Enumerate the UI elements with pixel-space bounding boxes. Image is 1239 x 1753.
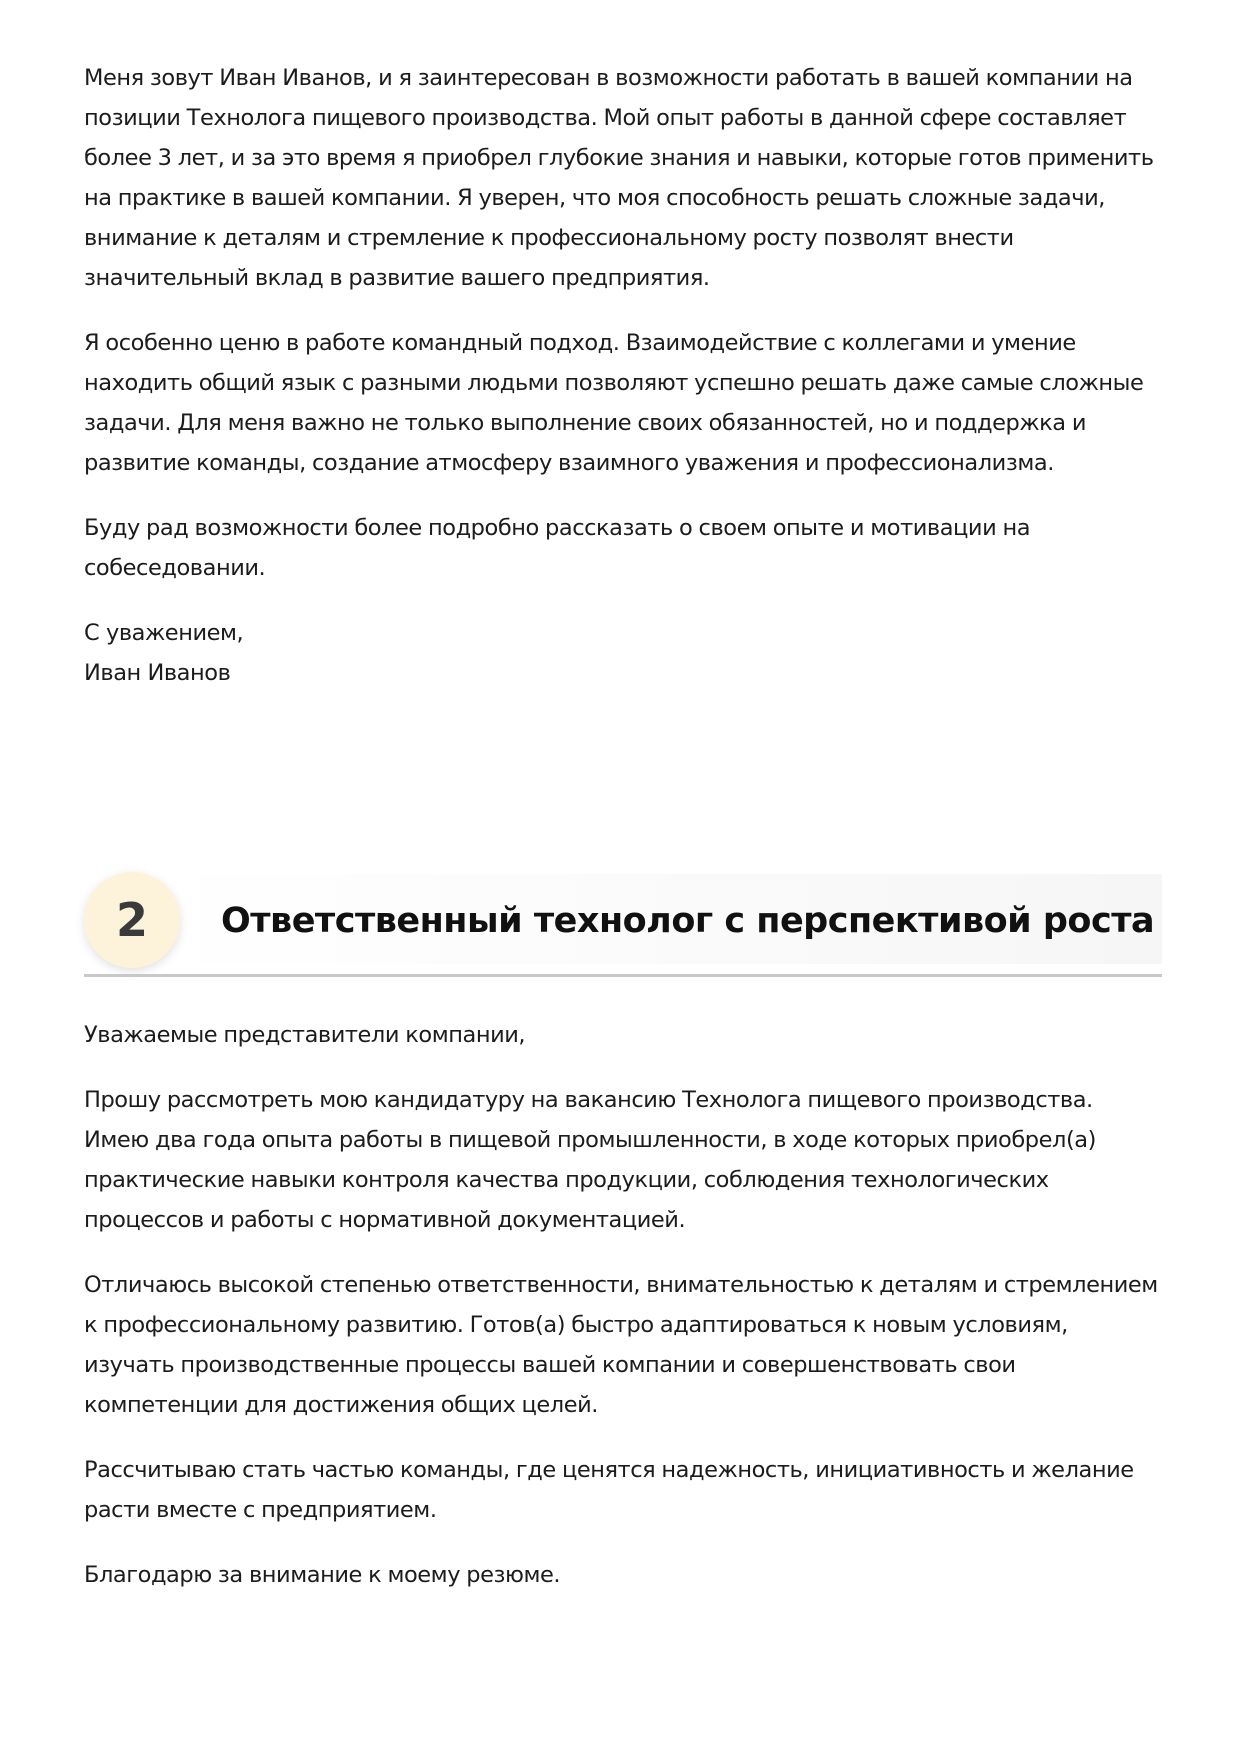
letter-2-paragraph-2: Отличаюсь высокой степенью ответственности, внимательностью к деталям и стремлением к профессиональному развитию. Готов(а) быстро адаптироваться к новым условиям, изучать производственные процессы вашей компании и совершенствовать свои компетенции для достижения общих целей. bbox=[84, 1272, 1158, 1418]
letter-2 bbox=[84, 1015, 1162, 1620]
letter-1 bbox=[84, 58, 1162, 693]
section-title: Ответственный технолог с перспективой роста bbox=[221, 901, 1155, 941]
letter-1-signature: Иван Иванов bbox=[84, 660, 231, 686]
letter-1-closing: С уважением, bbox=[84, 620, 244, 646]
letter-1-paragraph-3: Буду рад возможности более подробно рассказать о своем опыте и мотивации на собеседовании. bbox=[84, 515, 1031, 581]
letter-2-paragraph-1: Прошу рассмотреть мою кандидатуру на вакансию Технолога пищевого производства. Имею два года опыта работы в пищевой промышленности, в ходе которых приобрел(а) практические навыки контроля качества продукции, соблюдения технологических процессов и работы с нормативной документацией. bbox=[84, 1087, 1096, 1233]
letter-2-greeting: Уважаемые представители компании, bbox=[84, 1022, 526, 1048]
letter-2-paragraph-3: Рассчитываю стать частью команды, где ценятся надежность, инициативность и желание расти вместе с предприятием. bbox=[84, 1457, 1134, 1523]
letter-1-paragraph-2: Я особенно ценю в работе командный подход. Взаимодействие с коллегами и умение находить общий язык с разными людьми позволяют успешно решать даже самые сложные задачи. Для меня важно не только выполнение своих обязанностей, но и поддержка и развитие команды, создание атмосферу взаимного уважения и профессионализма. bbox=[84, 330, 1144, 476]
letter-1-paragraph-1: Меня зовут Иван Иванов, и я заинтересован в возможности работать в вашей компании на позиции Технолога пищевого производства. Мой опыт работы в данной сфере составляет более 3 лет, и за это время я приобрел глубокие знания и навыки, которые готов применить на практике в вашей компании. Я уверен, что моя способность решать сложные задачи, внимание к деталям и стремление к профессиональному росту позволят внести значительный вклад в развитие вашего предприятия. bbox=[84, 65, 1154, 291]
section-number-badge: 2 bbox=[84, 872, 180, 968]
letter-2-paragraph-4: Благодарю за внимание к моему резюме. bbox=[84, 1562, 561, 1588]
section-2-header bbox=[84, 868, 1162, 978]
section-divider bbox=[84, 974, 1162, 977]
